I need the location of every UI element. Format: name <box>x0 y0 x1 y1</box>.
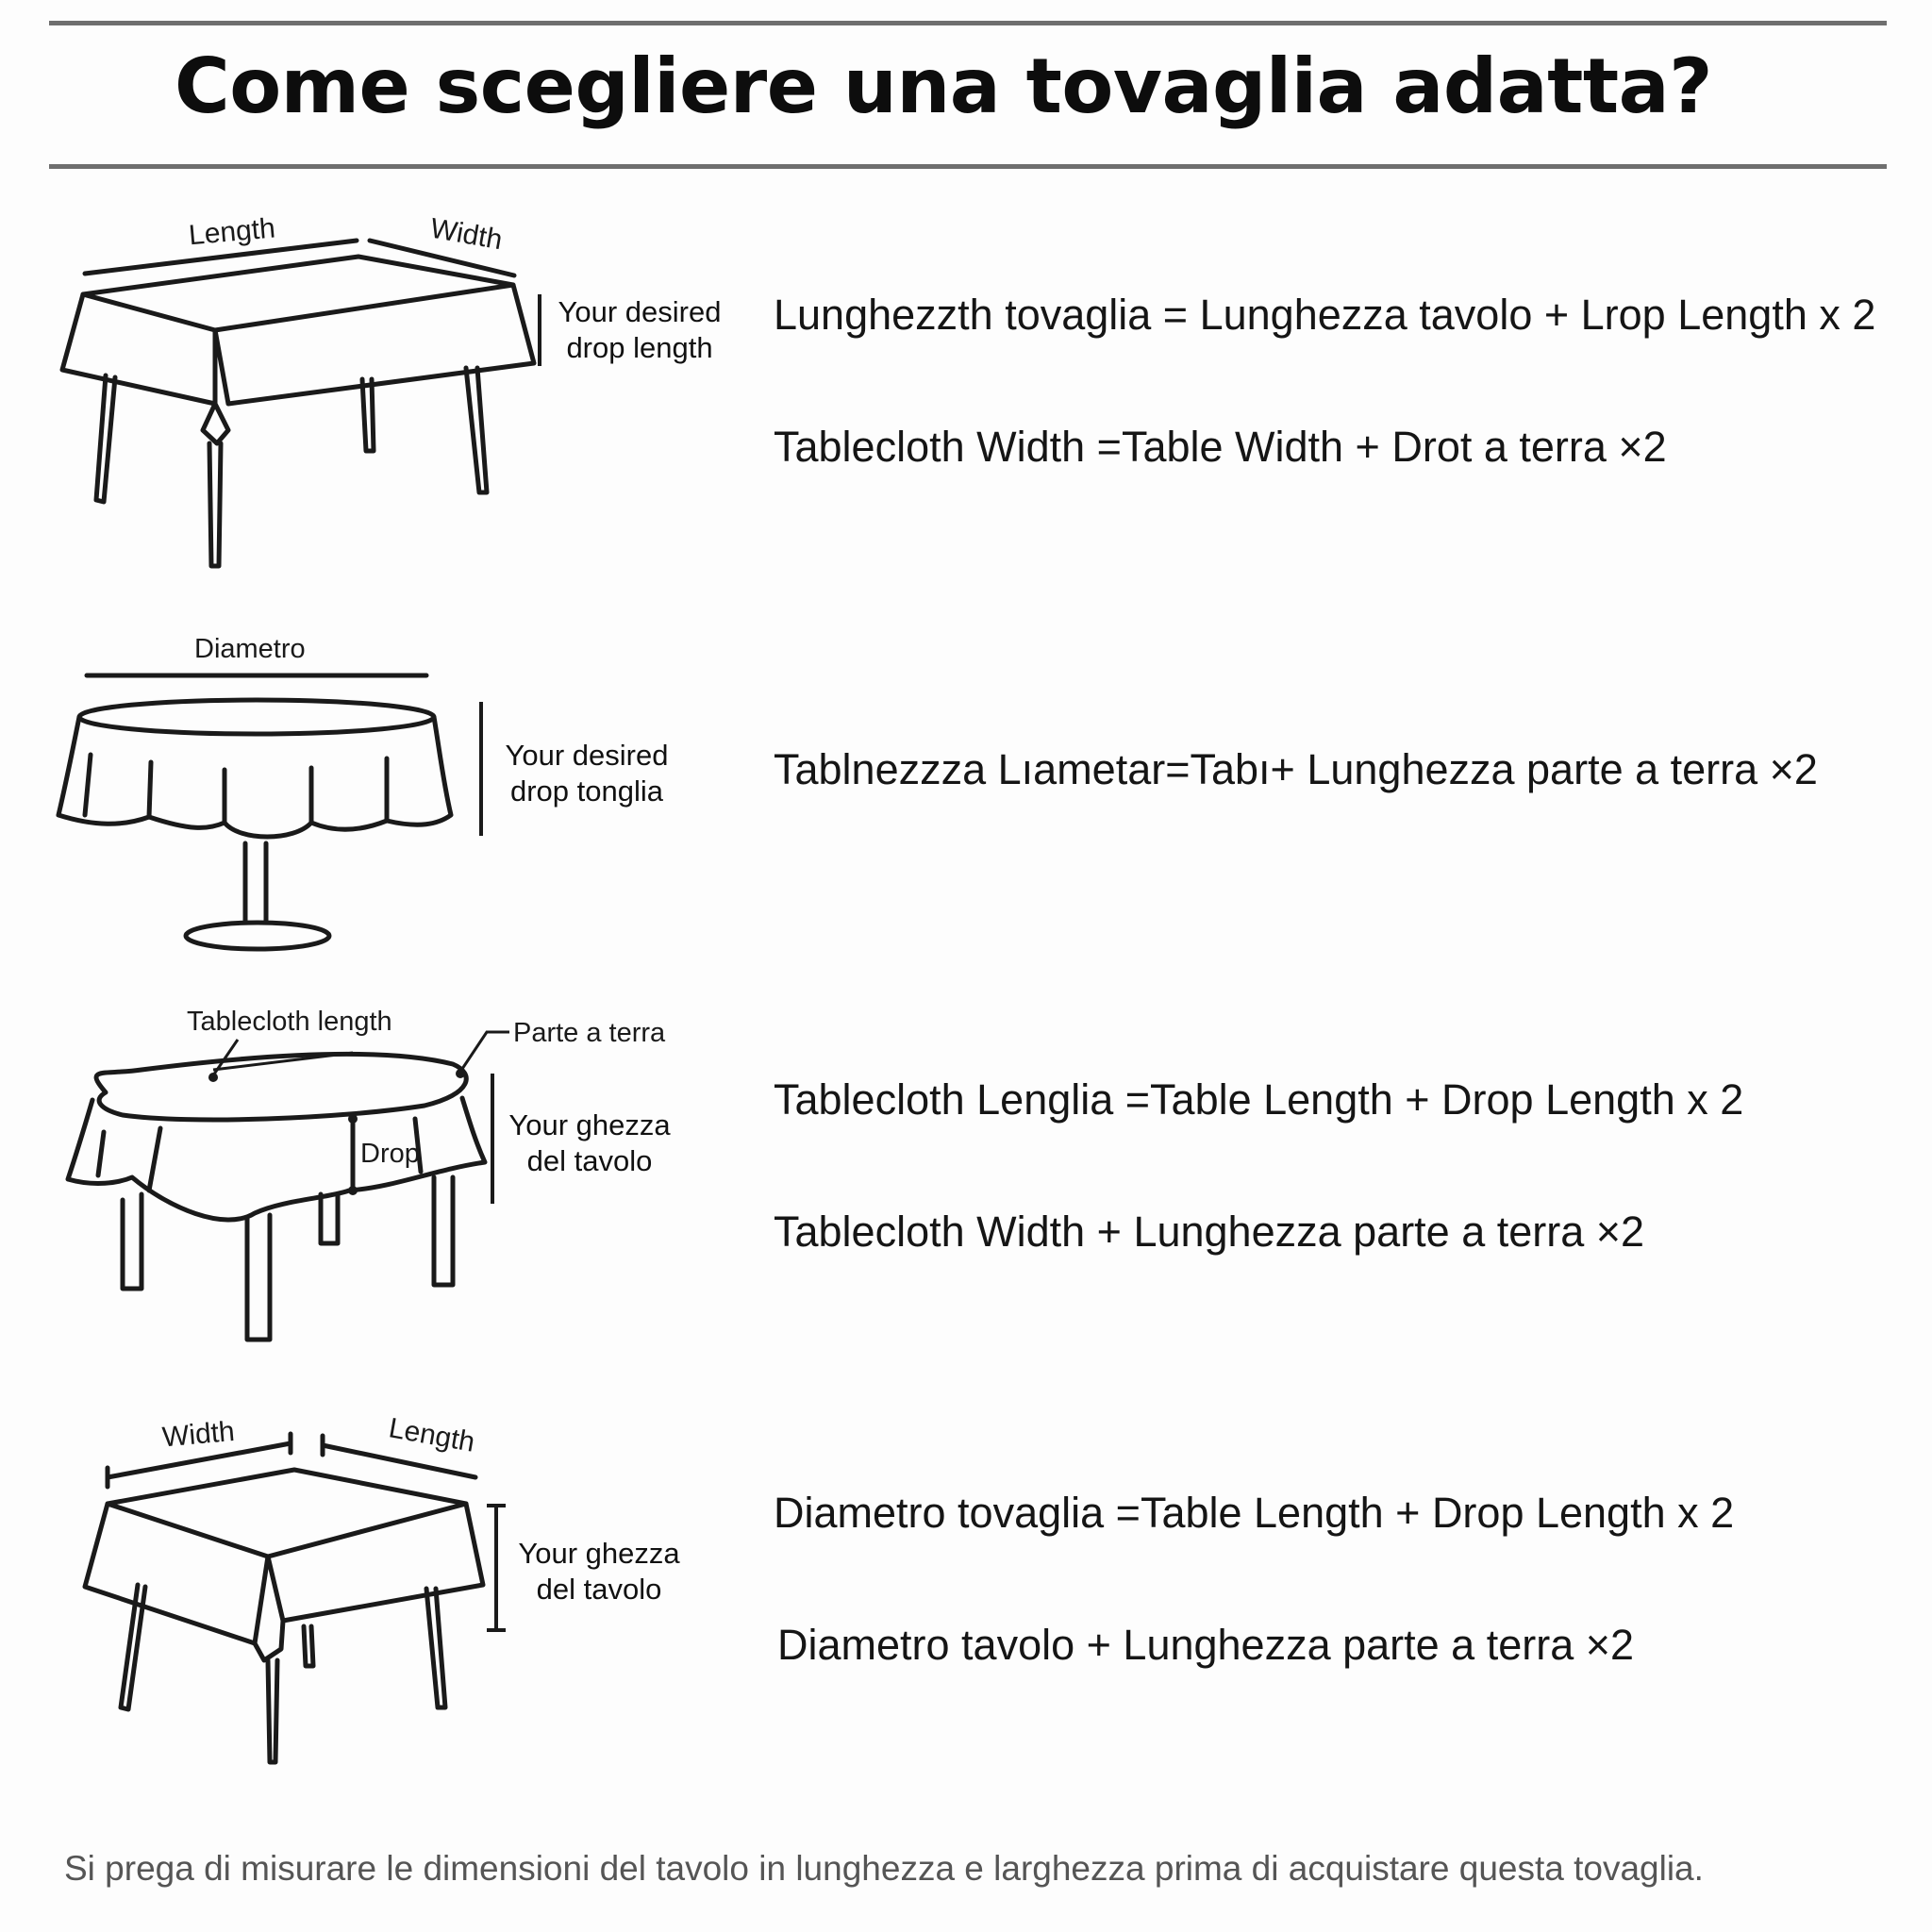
parte-a-terra-label: Parte a terra <box>513 1018 666 1048</box>
width-label: Width <box>427 212 505 257</box>
drop-length-label: Your ghezza del tavolo <box>518 1537 680 1606</box>
length-label: Length <box>187 212 277 252</box>
formula-line: Diametro tavolo + Lunghezza parte a terra ×2 <box>777 1621 1635 1669</box>
width-label: Width <box>160 1415 237 1454</box>
footer-note: Si prega di misurare le dimensioni del tavolo in lunghezza e larghezza prima di acquistare questa tovaglia. <box>64 1849 1704 1888</box>
formula-line: Diametro tovaglia =Table Length + Drop Length x 2 <box>774 1489 1735 1537</box>
length-label: Length <box>386 1412 477 1458</box>
formula-line: Tablecloth Width + Lunghezza parte a terra ×2 <box>774 1208 1645 1256</box>
square-table-illustration <box>0 0 755 1797</box>
drop-length-label: Your ghezza del tavolo <box>508 1108 671 1177</box>
formula-line: Tablecloth Lenglia =Table Length + Drop Length x 2 <box>774 1075 1744 1124</box>
formula-line: Tablecloth Width =Table Width + Drot a terra ×2 <box>774 423 1667 471</box>
drop-length-label: Your desired drop length <box>558 295 722 364</box>
drop-label: Drop <box>360 1139 420 1169</box>
page-title: Come scegliere una tovaglia adatta? <box>175 42 1712 130</box>
tablecloth-length-label: Tablecloth length <box>187 1007 392 1037</box>
square-table-drawing <box>0 0 755 1792</box>
formula-line: Lunghezzth tovaglia = Lunghezza tavolo + Lrop Length x 2 <box>774 291 1876 339</box>
diameter-label: Diametro <box>194 634 306 664</box>
drop-length-label: Your desired drop tonglia <box>505 739 669 808</box>
formula-line: Tablnezzza Lıametar=Tabı+ Lunghezza parte a terra ×2 <box>774 745 1818 793</box>
